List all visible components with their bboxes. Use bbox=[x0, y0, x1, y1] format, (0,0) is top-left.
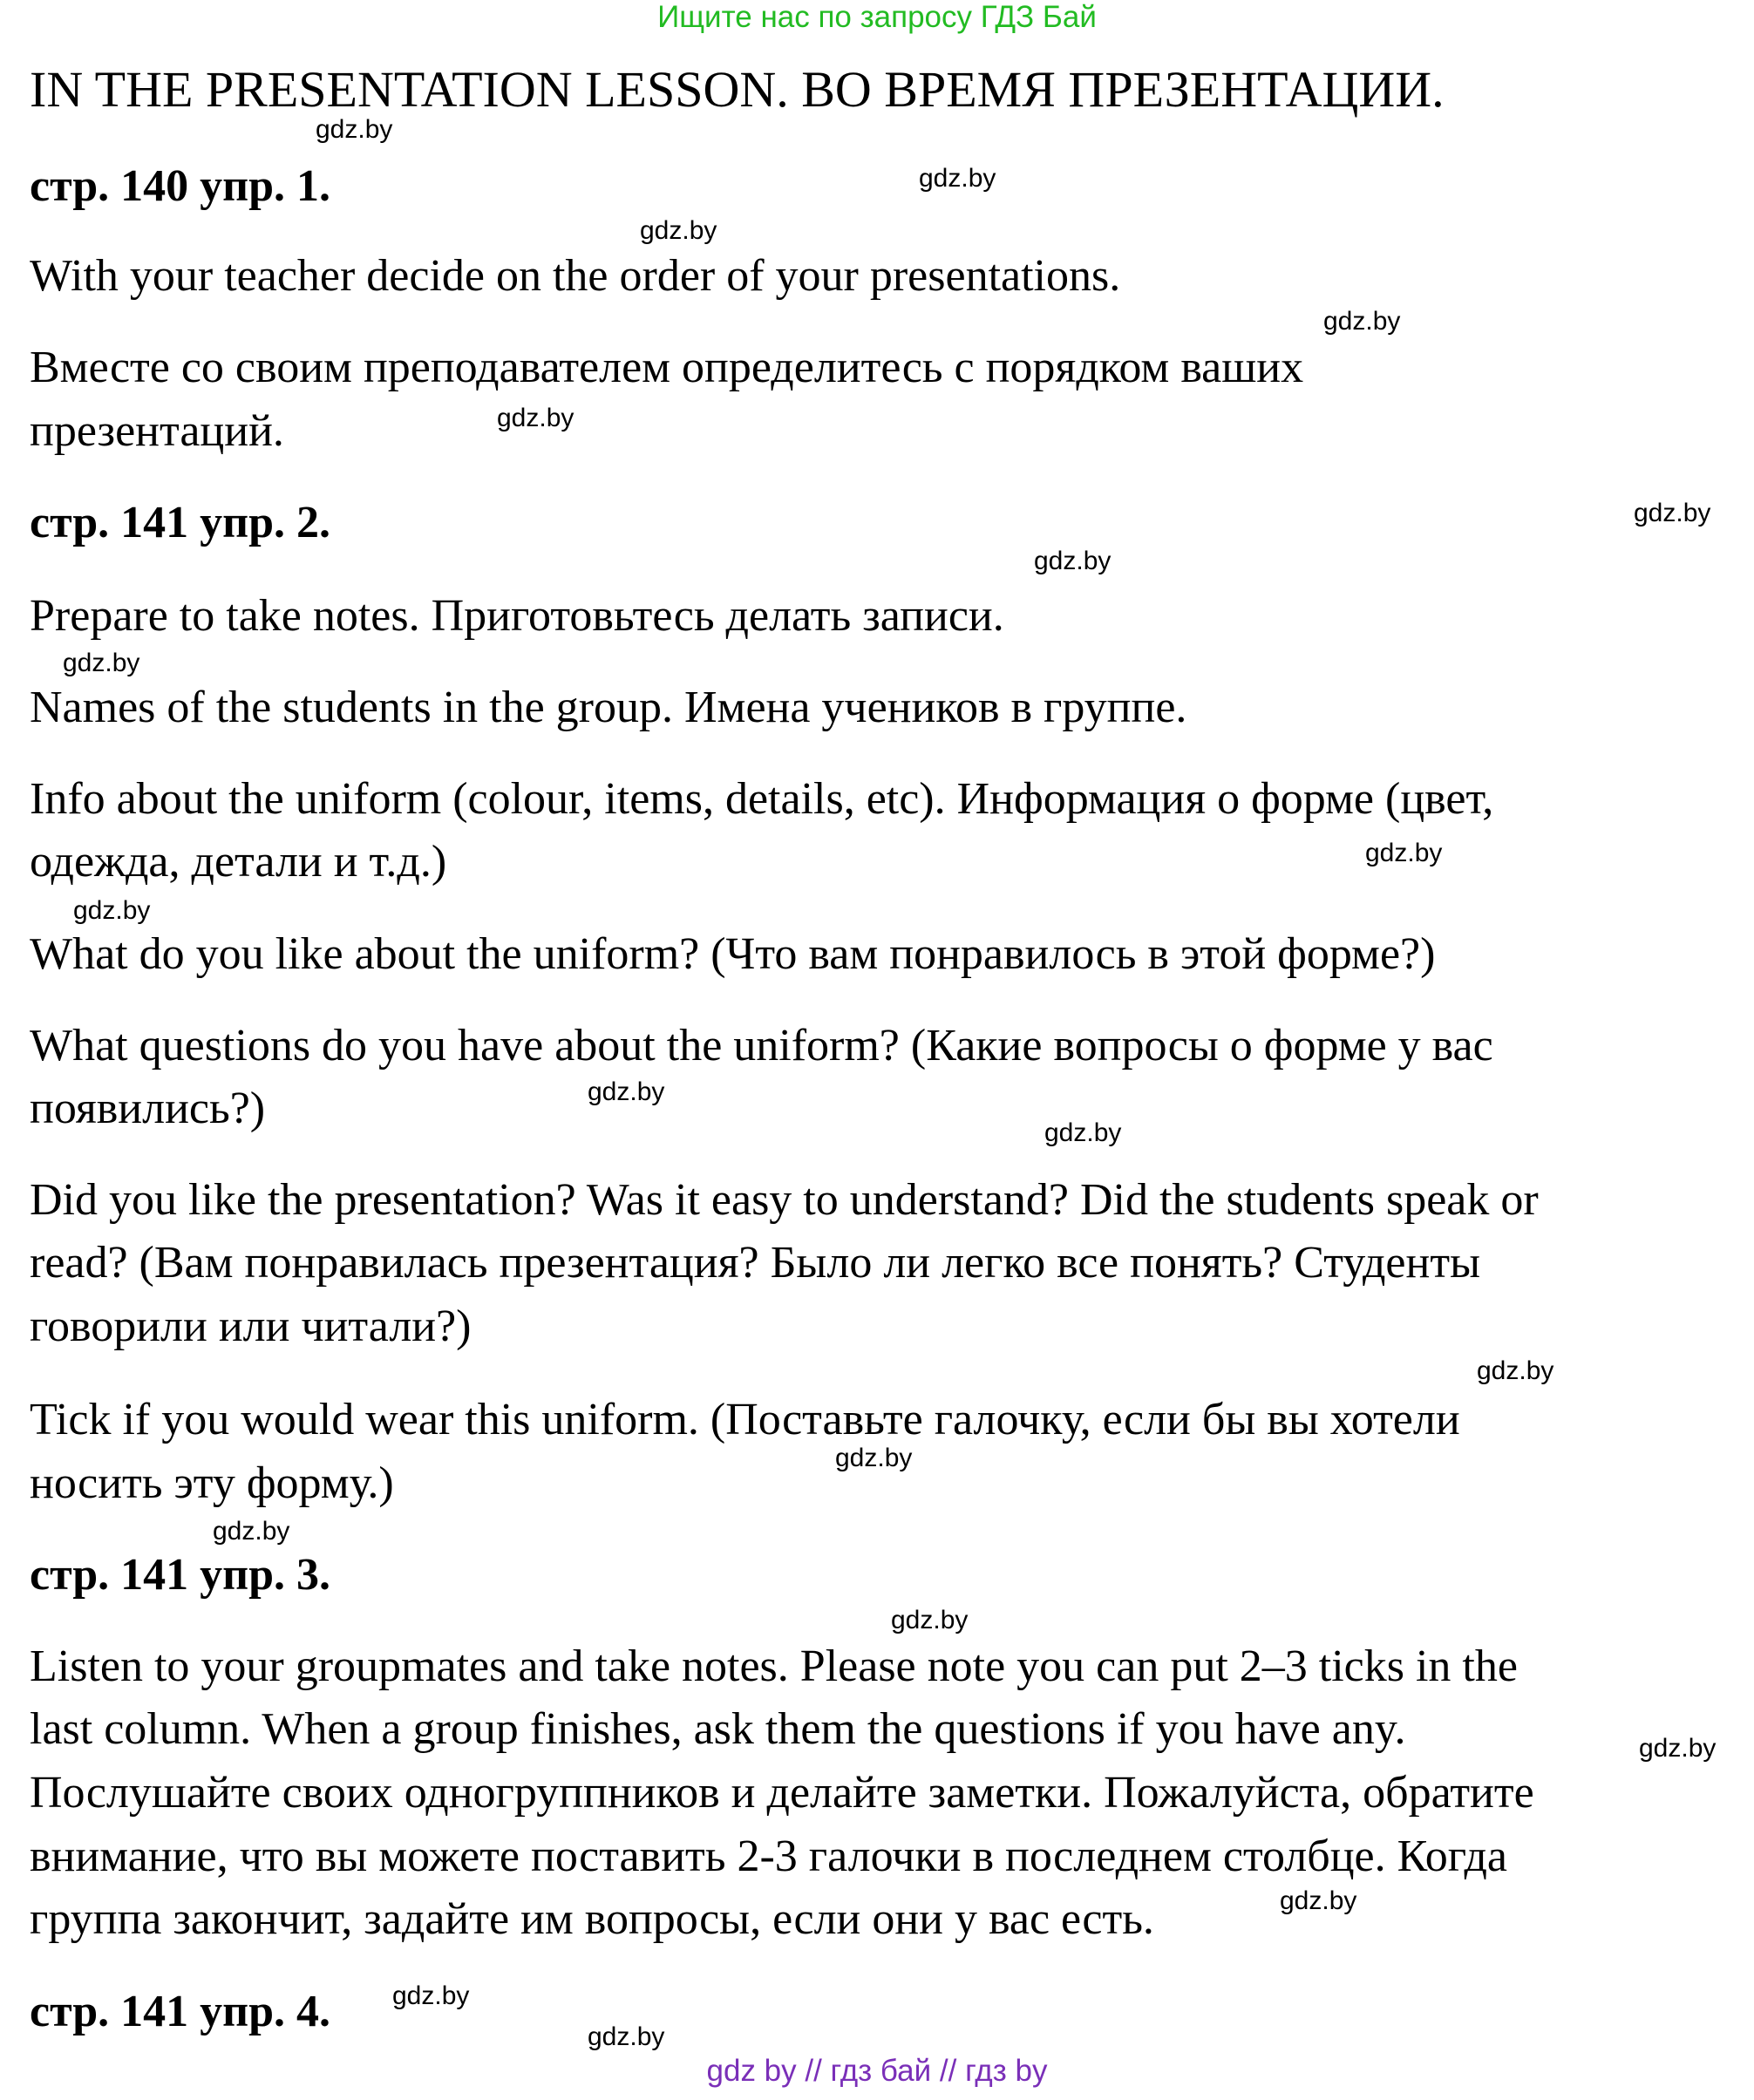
text-line: одежда, детали и т.д.) bbox=[30, 837, 447, 887]
text-line: Did you like the presentation? Was it easy to understand? Did the students speak or bbox=[30, 1175, 1539, 1225]
exercise-heading-4: стр. 141 упр. 4. bbox=[30, 1987, 331, 2036]
text-line: Listen to your groupmates and take notes. Please note you can put 2–3 ticks in the bbox=[30, 1641, 1518, 1691]
text-line: внимание, что вы можете поставить 2-3 галочки в последнем столбце. Когда bbox=[30, 1832, 1507, 1881]
watermark: gdz.by bbox=[1365, 839, 1443, 867]
watermark: gdz.by bbox=[1323, 307, 1401, 336]
exercise-heading-1: стр. 140 упр. 1. bbox=[30, 161, 331, 211]
watermark: gdz.by bbox=[891, 1606, 969, 1634]
text-line: What questions do you have about the uniform? (Какие вопросы о форме у вас bbox=[30, 1021, 1493, 1070]
text-line: носить эту форму.) bbox=[30, 1458, 394, 1508]
watermark: gdz.by bbox=[1477, 1356, 1554, 1385]
text-line: Tick if you would wear this uniform. (Поставьте галочку, если бы вы хотели bbox=[30, 1395, 1460, 1444]
watermark: gdz.by bbox=[497, 404, 574, 432]
watermark: gdz.by bbox=[588, 1077, 665, 1106]
text-line: What do you like about the uniform? (Что вам понравилось в этой форме?) bbox=[30, 929, 1436, 979]
watermark: gdz.by bbox=[1280, 1886, 1357, 1915]
watermark: gdz.by bbox=[1044, 1118, 1122, 1147]
watermark: gdz.by bbox=[1634, 499, 1711, 527]
text-line: Вместе со своим преподавателем определитесь с порядком ваших bbox=[30, 343, 1304, 392]
watermark: gdz.by bbox=[73, 896, 151, 925]
text-line: группа закончит, задайте им вопросы, если они у вас есть. bbox=[30, 1894, 1154, 1944]
text-line: Prepare to take notes. Приготовьтесь делать записи. bbox=[30, 591, 1004, 641]
watermark: gdz.by bbox=[588, 2022, 665, 2051]
page-title: IN THE PRESENTATION LESSON. ВО ВРЕМЯ ПРЕЗЕНТАЦИИ. bbox=[30, 61, 1445, 118]
text-line: With your teacher decide on the order of your presentations. bbox=[30, 251, 1121, 301]
watermark: gdz.by bbox=[392, 1981, 470, 2010]
text-line: Послушайте своих одногруппников и делайте заметки. Пожалуйста, обратите bbox=[30, 1768, 1534, 1818]
watermark: gdz.by bbox=[63, 649, 140, 677]
bottom-banner[interactable]: gdz by // гдз бай // гдз by bbox=[706, 2054, 1048, 2088]
watermark: gdz.by bbox=[213, 1517, 290, 1546]
text-line: говорили или читали?) bbox=[30, 1301, 472, 1351]
watermark: gdz.by bbox=[835, 1444, 913, 1472]
watermark: gdz.by bbox=[1639, 1734, 1717, 1763]
exercise-heading-3: стр. 141 упр. 3. bbox=[30, 1550, 331, 1600]
watermark: gdz.by bbox=[316, 115, 393, 144]
watermark: gdz.by bbox=[919, 164, 996, 193]
text-line: Names of the students in the group. Имена учеников в группе. bbox=[30, 683, 1187, 732]
text-line: появились?) bbox=[30, 1084, 266, 1133]
watermark: gdz.by bbox=[640, 216, 717, 245]
top-banner[interactable]: Ищите нас по запросу ГДЗ Бай bbox=[657, 0, 1097, 34]
watermark: gdz.by bbox=[1034, 547, 1112, 575]
exercise-heading-2: стр. 141 упр. 2. bbox=[30, 498, 331, 547]
text-line: read? (Вам понравилась презентация? Было ли легко все понять? Студенты bbox=[30, 1238, 1480, 1288]
text-line: презентаций. bbox=[30, 406, 284, 456]
text-line: last column. When a group finishes, ask them the questions if you have any. bbox=[30, 1704, 1406, 1754]
text-line: Info about the uniform (colour, items, details, etc). Информация о форме (цвет, bbox=[30, 774, 1494, 824]
